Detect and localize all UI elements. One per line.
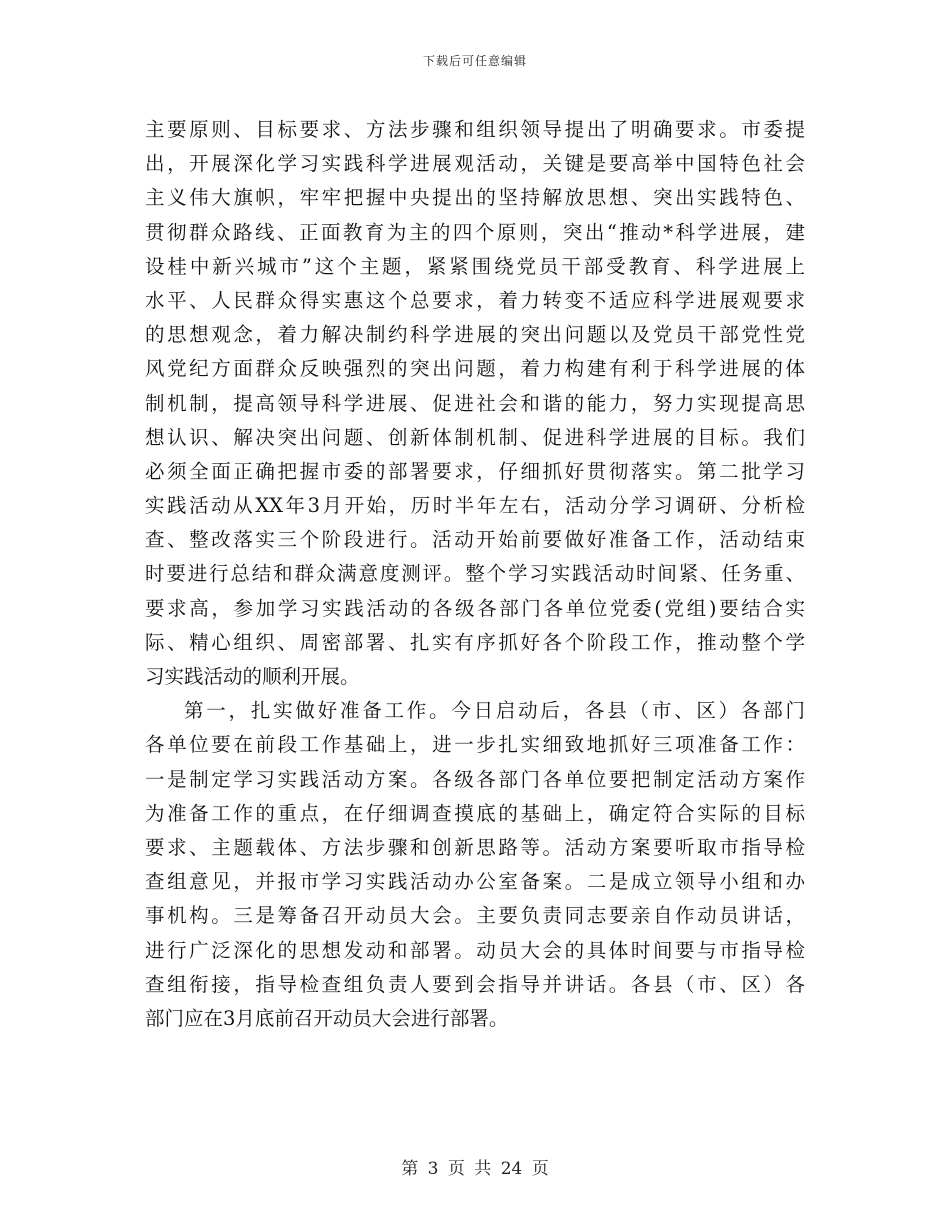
text-line: 查组意见，并报市学习实践活动办公室备案。二是成立领导小组和办 (145, 870, 805, 894)
text-line: 为准备工作的重点，在仔细调查摸底的基础上，确定符合实际的目标 (145, 801, 805, 825)
text-line: 实践活动从XX年3月开始，历时半年左右，活动分学习调研、分析检 (145, 494, 805, 518)
text-line: 进行广泛深化的思想发动和部署。动员大会的具体时间要与市指导检 (145, 938, 805, 962)
paragraph (145, 113, 805, 694)
text-line: 查组衔接，指导检查组负责人要到会指导并讲话。各县（市、区）各 (145, 972, 805, 996)
text-line: 主义伟大旗帜，牢牢把握中央提出的坚持解放思想、突出实践特色、 (145, 186, 805, 210)
document-body (145, 113, 805, 1036)
page-header: 下载后可任意编辑 (422, 54, 527, 68)
text-line: 要求、主题载体、方法步骤和创新思路等。活动方案要听取市指导检 (145, 835, 805, 859)
text-line: 时要进行总结和群众满意度测评。整个学习实践活动时间紧、任务重、 (145, 562, 805, 586)
text-line: 主要原则、目标要求、方法步骤和组织领导提出了明确要求。市委提 (145, 118, 805, 141)
text-line: 际、精心组织、周密部署、扎实有序抓好各个阶段工作，推动整个学 (145, 630, 805, 654)
text-line: 一是制定学习实践活动方案。各级各部门各单位要把制定活动方案作 (145, 767, 805, 791)
text-line: 的思想观念，着力解决制约科学进展的突出问题以及党员干部党性党 (145, 323, 805, 347)
text-line: 部门应在3月底前召开动员大会进行部署。 (145, 1006, 509, 1030)
text-line: 贯彻群众路线、正面教育为主的四个原则，突出“推动*科学进展，建 (145, 220, 805, 244)
text-line: 事机构。三是筹备召开动员大会。主要负责同志要亲自作动员讲话， (145, 904, 805, 928)
text-line: 各单位要在前段工作基础上，进一步扎实细致地抓好三项准备工作： (145, 733, 805, 757)
text-line: 出，开展深化学习实践科学进展观活动，关键是要高举中国特色社会 (145, 152, 805, 176)
text-line: 要求高，参加学习实践活动的各级各部门各单位党委(党组)要结合实 (145, 596, 805, 620)
text-line: 必须全面正确把握市委的部署要求，仔细抓好贯彻落实。第二批学习 (145, 459, 805, 483)
text-line: 查、整改落实三个阶段进行。活动开始前要做好准备工作，活动结束 (145, 528, 805, 552)
text-line: 水平、人民群众得实惠这个总要求，着力转变不适应科学进展观要求 (145, 288, 805, 312)
text-line: 第一，扎实做好准备工作。今日启动后，各县（市、区）各部门 (184, 699, 805, 723)
text-line: 设桂中新兴城市”这个主题，紧紧围绕党员干部受教育、科学进展上 (145, 254, 805, 278)
text-line: 习实践活动的顺利开展。 (145, 665, 360, 688)
page-number: 第 3 页 共 24 页 (401, 1159, 549, 1179)
paragraph (145, 694, 805, 1036)
text-line: 想认识、解决突出问题、创新体制机制、促进科学进展的目标。我们 (145, 425, 805, 449)
text-line: 风党纪方面群众反映强烈的突出问题，着力构建有利于科学进展的体 (145, 357, 805, 381)
text-line: 制机制，提高领导科学进展、促进社会和谐的能力，努力实现提高思 (145, 391, 805, 415)
